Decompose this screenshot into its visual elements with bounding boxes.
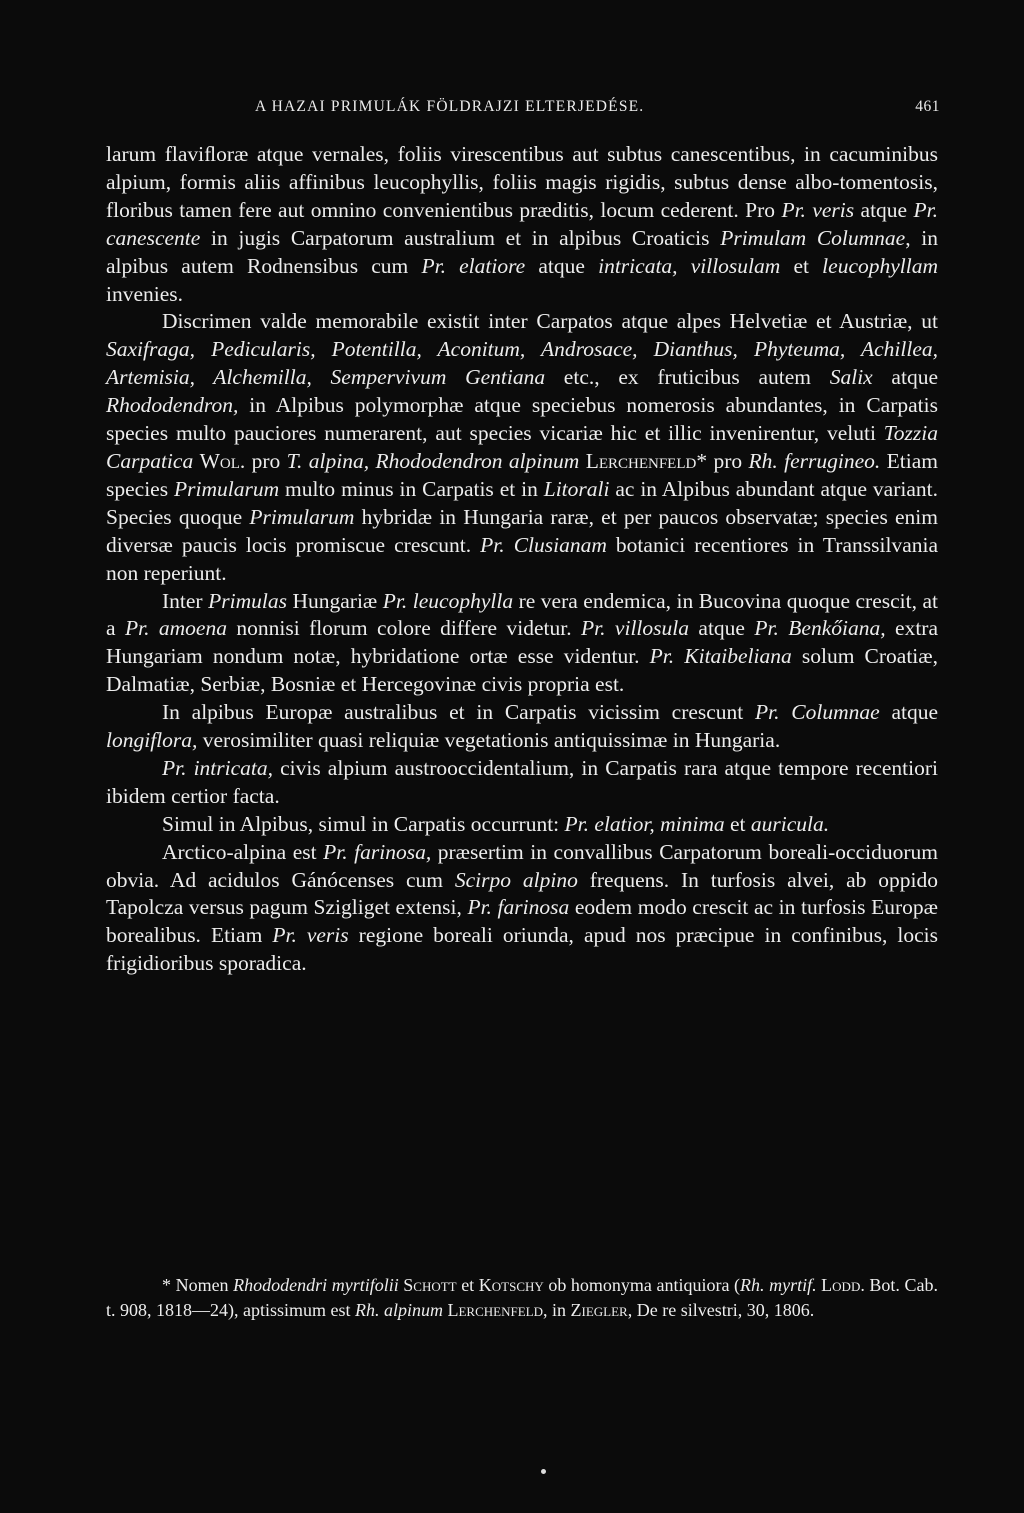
text-run: * Nomen bbox=[162, 1275, 234, 1295]
italic-text: Pr. Clusianam bbox=[480, 532, 607, 557]
running-title: A HAZAI PRIMULÁK FÖLDRAJZI ELTERJEDÉSE. bbox=[255, 98, 645, 115]
text-run: invenies. bbox=[106, 281, 184, 306]
italic-text: Pr. veris bbox=[781, 197, 855, 222]
italic-text: Pr. amoena bbox=[124, 616, 227, 641]
text-run: regione boreali oriunda, apud nos præcipue in confinibus, locis frigidioribus sporadica. bbox=[106, 923, 938, 976]
text-run: atque bbox=[525, 253, 599, 278]
text-run: hybridæ in Hungaria raræ, et per paucos observatæ; species enim diversæ paucis locis promiscue crescunt. bbox=[106, 504, 938, 557]
smallcaps-text: Kotschy bbox=[478, 1275, 544, 1295]
italic-text: Tozzia Carpatica bbox=[106, 421, 938, 473]
text-run: atque bbox=[872, 365, 938, 390]
italic-text: Rhododendron, bbox=[106, 393, 239, 418]
text-run: præsertim in convallibus Carpatorum boreali-occiduorum obvia. Ad acidulos Gánócenses cum bbox=[106, 839, 938, 892]
italic-text: auricula. bbox=[750, 811, 830, 836]
italic-text: Pr. leucophylla bbox=[382, 588, 514, 613]
text-run: ob homonyma antiquiora ( bbox=[543, 1275, 741, 1295]
text-run: , in alpibus autem Rodnensibus cum bbox=[106, 225, 938, 278]
text-run: Inter bbox=[162, 588, 209, 613]
paragraph bbox=[106, 308, 938, 587]
text-run: re vera endemica, in Bucovina quoque crescit, at a bbox=[106, 588, 938, 641]
italic-text: leucophyllam bbox=[822, 253, 938, 278]
text-run: atque bbox=[854, 197, 914, 222]
italic-text: Primularum bbox=[173, 476, 280, 501]
smallcaps-text: Ziegler bbox=[570, 1300, 628, 1320]
paragraph bbox=[106, 839, 938, 979]
italic-text: Rh. myrtif. bbox=[740, 1275, 817, 1295]
text-run: in Alpibus polymorphæ atque speciebus nomerosis abundantes, in Carpatis species multo pauciores numerarent, aut species vicariæ hic et illic invenirentur, veluti bbox=[106, 393, 938, 446]
italic-text: Salix bbox=[829, 365, 873, 390]
page-number: 461 bbox=[915, 98, 940, 115]
italic-text: Pr. intricata, bbox=[162, 755, 274, 780]
italic-text: Litorali bbox=[543, 476, 610, 501]
italic-text: Pr. elatiore bbox=[421, 253, 526, 278]
smallcaps-text: Schott bbox=[403, 1275, 457, 1295]
text-run: in jugis Carpatorum australium et in alpibus Croaticis bbox=[200, 225, 721, 250]
text-run: atque bbox=[688, 616, 755, 641]
paragraph bbox=[106, 811, 938, 839]
text-run: civis alpium austrooccidentalium, in Carpatis rara atque tempore recentiori ibidem certior facta. bbox=[106, 755, 939, 808]
italic-text: Pr. Benkőiana, bbox=[754, 616, 886, 641]
text-run: botanici recentiores in Transsilvania non reperiunt. bbox=[106, 532, 938, 585]
text-run: et bbox=[724, 811, 751, 836]
italic-text: Primulas bbox=[208, 588, 287, 613]
text-run: Arctico-alpina est bbox=[162, 839, 324, 864]
smallcaps-text: Lerchenfeld bbox=[585, 448, 697, 473]
text-run: ac in Alpibus abundant atque variant. Species quoque bbox=[106, 476, 938, 529]
text-run: nonnisi florum colore differe videtur. bbox=[226, 616, 582, 641]
text-run: atque bbox=[879, 700, 939, 725]
text-run: Etiam species bbox=[106, 448, 938, 501]
smallcaps-text: Lerchenfeld bbox=[447, 1300, 543, 1320]
italic-text: intricata, villosulam bbox=[598, 253, 781, 278]
italic-text: longiflora, bbox=[106, 728, 198, 753]
text-run: , De re silvestri, 30, 1806. bbox=[627, 1300, 815, 1320]
italic-text: Pr. Kitaibeliana bbox=[649, 644, 792, 669]
text-run: Hungariæ bbox=[286, 588, 383, 613]
smallcaps-text: Wol. bbox=[199, 448, 246, 473]
text-run: Discrimen valde memorabile existit inter Carpatos atque alpes Helvetiæ et Austriæ, ut bbox=[162, 309, 938, 334]
italic-text: Rh. alpinum bbox=[355, 1300, 443, 1320]
italic-text: Pr. farinosa, bbox=[323, 839, 432, 864]
stray-dot bbox=[541, 1469, 546, 1474]
italic-text: Pr. veris bbox=[272, 923, 349, 948]
text-run: * pro bbox=[696, 448, 749, 473]
text-run: solum Croatiæ, Dalmatiæ, Serbiæ, Bosniæ et Hercegovinæ civis propria est. bbox=[106, 644, 938, 697]
footnote-paragraph bbox=[106, 1273, 938, 1323]
paragraph bbox=[106, 755, 938, 811]
text-run: Bot. Cab. t. 908, 1818—24), aptissimum est bbox=[106, 1275, 938, 1320]
text-run: eodem modo crescit ac in turfosis Europæ borealibus. Etiam bbox=[106, 895, 938, 948]
italic-text: Primularum bbox=[249, 504, 355, 529]
text-run: , in bbox=[543, 1300, 571, 1320]
text-run: multo minus in Carpatis et in bbox=[279, 476, 544, 501]
text-run: larum flaviﬂoræ atque vernales, foliis virescentibus aut subtus canescentibus, in cacuminibus alpium, formis aliis affinibus leucophyllis, foliis magis rigidis, subtus dense albo-tomentosis, floribus tamen fere aut omnino convenientibus præditis, locum cederent. Pro bbox=[106, 142, 938, 222]
italic-text: Rhododendri myrtifolii bbox=[233, 1275, 399, 1295]
text-run: In alpibus Europæ australibus et in Carpatis vicissim crescunt bbox=[162, 700, 756, 725]
text-run: etc., ex fruticibus autem bbox=[545, 365, 830, 390]
italic-text: Saxifraga, Pedicularis, Potentilla, Aconitum, Androsace, Dianthus, Phyteuma, Achillea, Artemisia, Alchemilla, Sempervivum Gentiana bbox=[106, 337, 938, 390]
paragraph bbox=[106, 141, 938, 308]
main-text bbox=[106, 141, 938, 978]
text-run: verosimiliter quasi reliquiæ vegetationis antiquissimæ in Hungaria. bbox=[197, 728, 781, 753]
italic-text: Primulam Columnae bbox=[720, 225, 906, 250]
text-run: extra Hungariam nondum notæ, hybridatione ortæ esse videntur. bbox=[106, 616, 939, 669]
italic-text: Pr. farinosa bbox=[467, 895, 570, 920]
text-run: et bbox=[780, 253, 823, 278]
footnote bbox=[106, 1273, 938, 1323]
italic-text: Pr. canescente bbox=[106, 197, 938, 250]
italic-text: Scirpo alpino bbox=[454, 867, 578, 892]
italic-text: Rh. ferrugineo. bbox=[748, 448, 881, 473]
italic-text: T. alpina, Rhododendron alpinum bbox=[286, 448, 580, 473]
paragraph bbox=[106, 699, 938, 755]
italic-text: Pr. villosula bbox=[581, 616, 689, 641]
text-run: et bbox=[456, 1275, 479, 1295]
italic-text: Pr. Columnae bbox=[755, 700, 880, 725]
paragraph bbox=[106, 588, 938, 700]
smallcaps-text: Lodd. bbox=[821, 1275, 865, 1295]
text-run: Simul in Alpibus, simul in Carpatis occurrunt: bbox=[162, 811, 565, 836]
text-run: frequens. In turfosis alvei, ab oppido Tapolcza versus pagum Szigliget extensi, bbox=[106, 867, 938, 920]
text-run: pro bbox=[245, 448, 287, 473]
italic-text: Pr. elatior, minima bbox=[564, 811, 725, 836]
